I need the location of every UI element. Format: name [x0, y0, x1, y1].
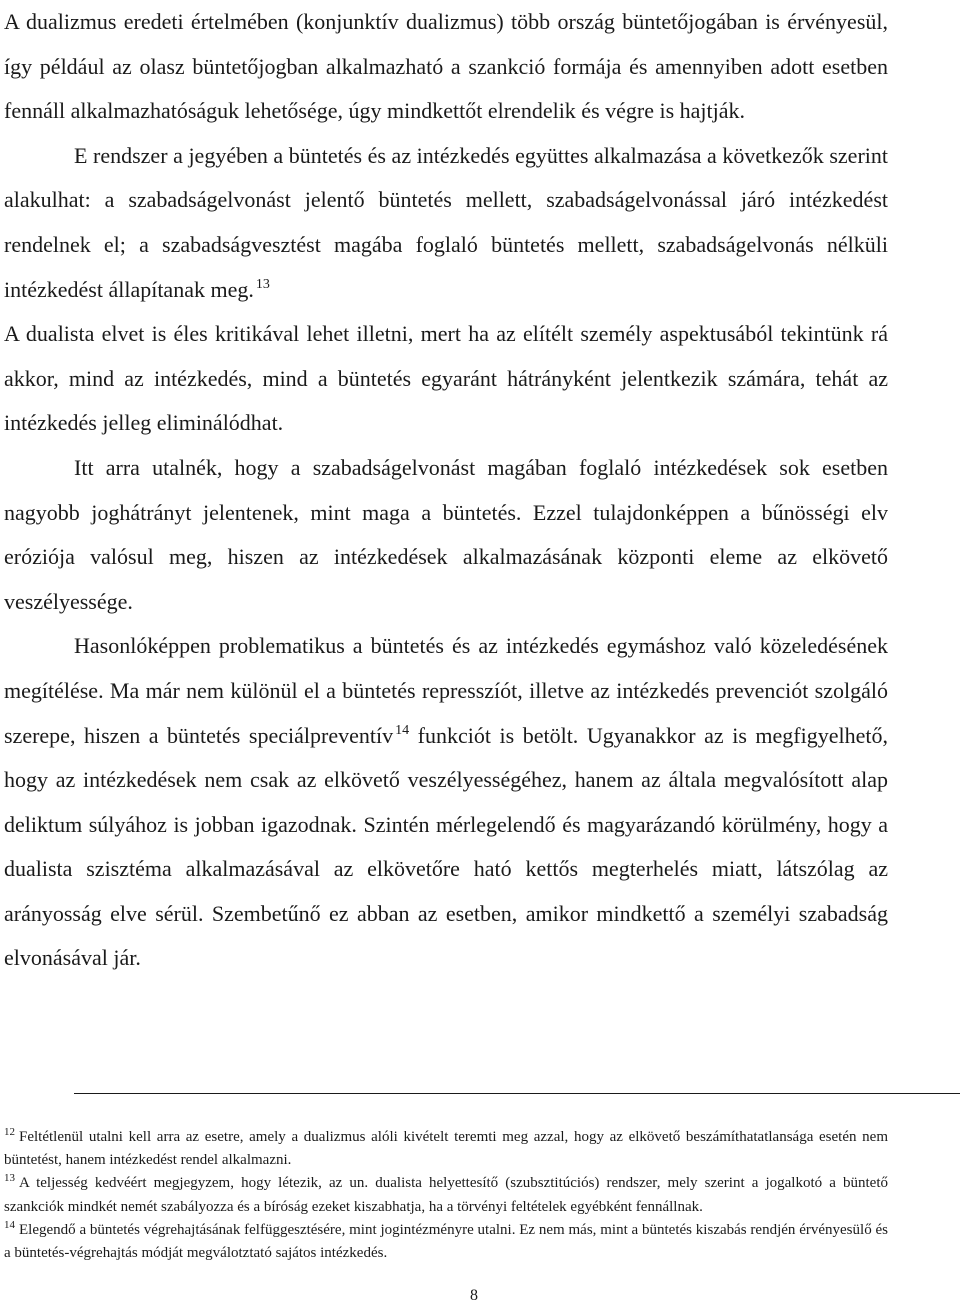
paragraph-2-text: E rendszer a jegyében a büntetés és az intézkedés együttes alkalmazása a következők szerint alakulhat: a szabadságelvonást jelentő büntetés mellett, szabadságelvonással járó intézkedést rendelnek el; a szabadságvesztést magába foglaló büntetés mellett, szabadságelvonás nélküli intézkedést állapítanak meg. — [4, 142, 888, 302]
paragraph-5-text-before: Hasonlóképpen problematikus a büntetés és az intézkedés egymáshoz való közeledésének megítélése. Ma már nem különül el a büntetés represszíót, illetve az intézkedés prevenciót szolgáló szerepe, hiszen a büntetés speciálpreventív — [4, 633, 888, 748]
footnote-text: A teljesség kedvéért megjegyzem, hogy létezik, az un. dualista helyettesítő (szubsztitúciós) rendszer, mely szerint a jogalkotó a büntető szankciók mindkét nemét szabályozza és a bíróság ezeket kiszabhatja, ha a törvényi feltételek egyébként fennállnak. — [4, 1175, 888, 1215]
footnotes — [4, 1126, 888, 1265]
paragraph-2 — [4, 134, 888, 312]
paragraph-1-text: A dualizmus eredeti értelmében (konjunktív dualizmus) több ország büntetőjogában is érvényesül, így például az olasz büntetőjogban alkalmazható a szankció formája és amennyiben adott esetben fennáll alkalmazhatóságuk lehetősége, úgy mindkettőt elrendelik és végre is hajtják. — [4, 9, 888, 124]
paragraph-3 — [4, 312, 888, 446]
footnote-13 — [4, 1172, 888, 1218]
paragraph-5-text-after: funkciót is betölt. Ugyanakkor az is megfigyelhető, hogy az intézkedések nem csak az elkövető veszélyességéhez, hanem az általa megvalósított alap deliktum súlyához is jobban igazodnak. Szintén mérlegelendő és magyarázandó körülmény, hogy a dualista szisztéma alkalmazásával az elkövetőre ható kettős megterhelés miatt, látszólag az arányosság elve sérül. Szembetűnő ez abban az esetben, amikor mindkettő a személyi szabadság elvonásával jár. — [4, 722, 889, 971]
footnote-text: Feltétlenül utalni kell arra az esetre, amely a dualizmus alóli kivételt teremti meg azzal, hogy az elkövető beszámíthatatlansága esetén nem büntetést, hanem intézkedést rendel alkalmazni. — [4, 1129, 888, 1169]
main-text — [4, 0, 888, 981]
paragraph-5 — [4, 624, 888, 981]
footnote-ref-13[interactable]: 13 — [255, 276, 270, 292]
document-page — [4, 0, 889, 1262]
footnote-ref-14[interactable]: 14 — [395, 722, 410, 738]
footnote-number: 14 — [4, 1218, 15, 1231]
paragraph-1 — [4, 0, 888, 134]
page-number: 8 — [470, 1287, 478, 1304]
paragraph-4-text: Itt arra utalnék, hogy a szabadságelvonást magában foglaló intézkedések sok esetben nagyobb joghátrányt jelentenek, mint maga a büntetés. Ezzel tulajdonképpen a bűnösségi elv eróziója valósul meg, hiszen az intézkedések alkalmazásának központi eleme az elkövető veszélyessége. — [4, 454, 888, 614]
footnote-number: 13 — [4, 1172, 15, 1185]
footnote-number: 12 — [4, 1126, 15, 1138]
footnote-14 — [4, 1219, 888, 1265]
paragraph-4 — [4, 446, 888, 624]
paragraph-3-text: A dualista elvet is éles kritikával lehet illetni, mert ha az elítélt személy aspektusából tekintünk rá akkor, mind az intézkedés, mind a büntetés egyaránt hátrányként jelentkezik számára, tehát az intézkedés jelleg eliminálódhat. — [4, 321, 888, 436]
footnote-12 — [4, 1126, 888, 1172]
footnote-text: Elegendő a büntetés végrehajtásának felfüggesztésére, mint jogintézményre utalni. Ez nem más, mint a büntetés kiszabás rendjén érvényesülő és a büntetés-végrehajtás módját megválotztató sajátos intézkedés. — [4, 1221, 888, 1262]
